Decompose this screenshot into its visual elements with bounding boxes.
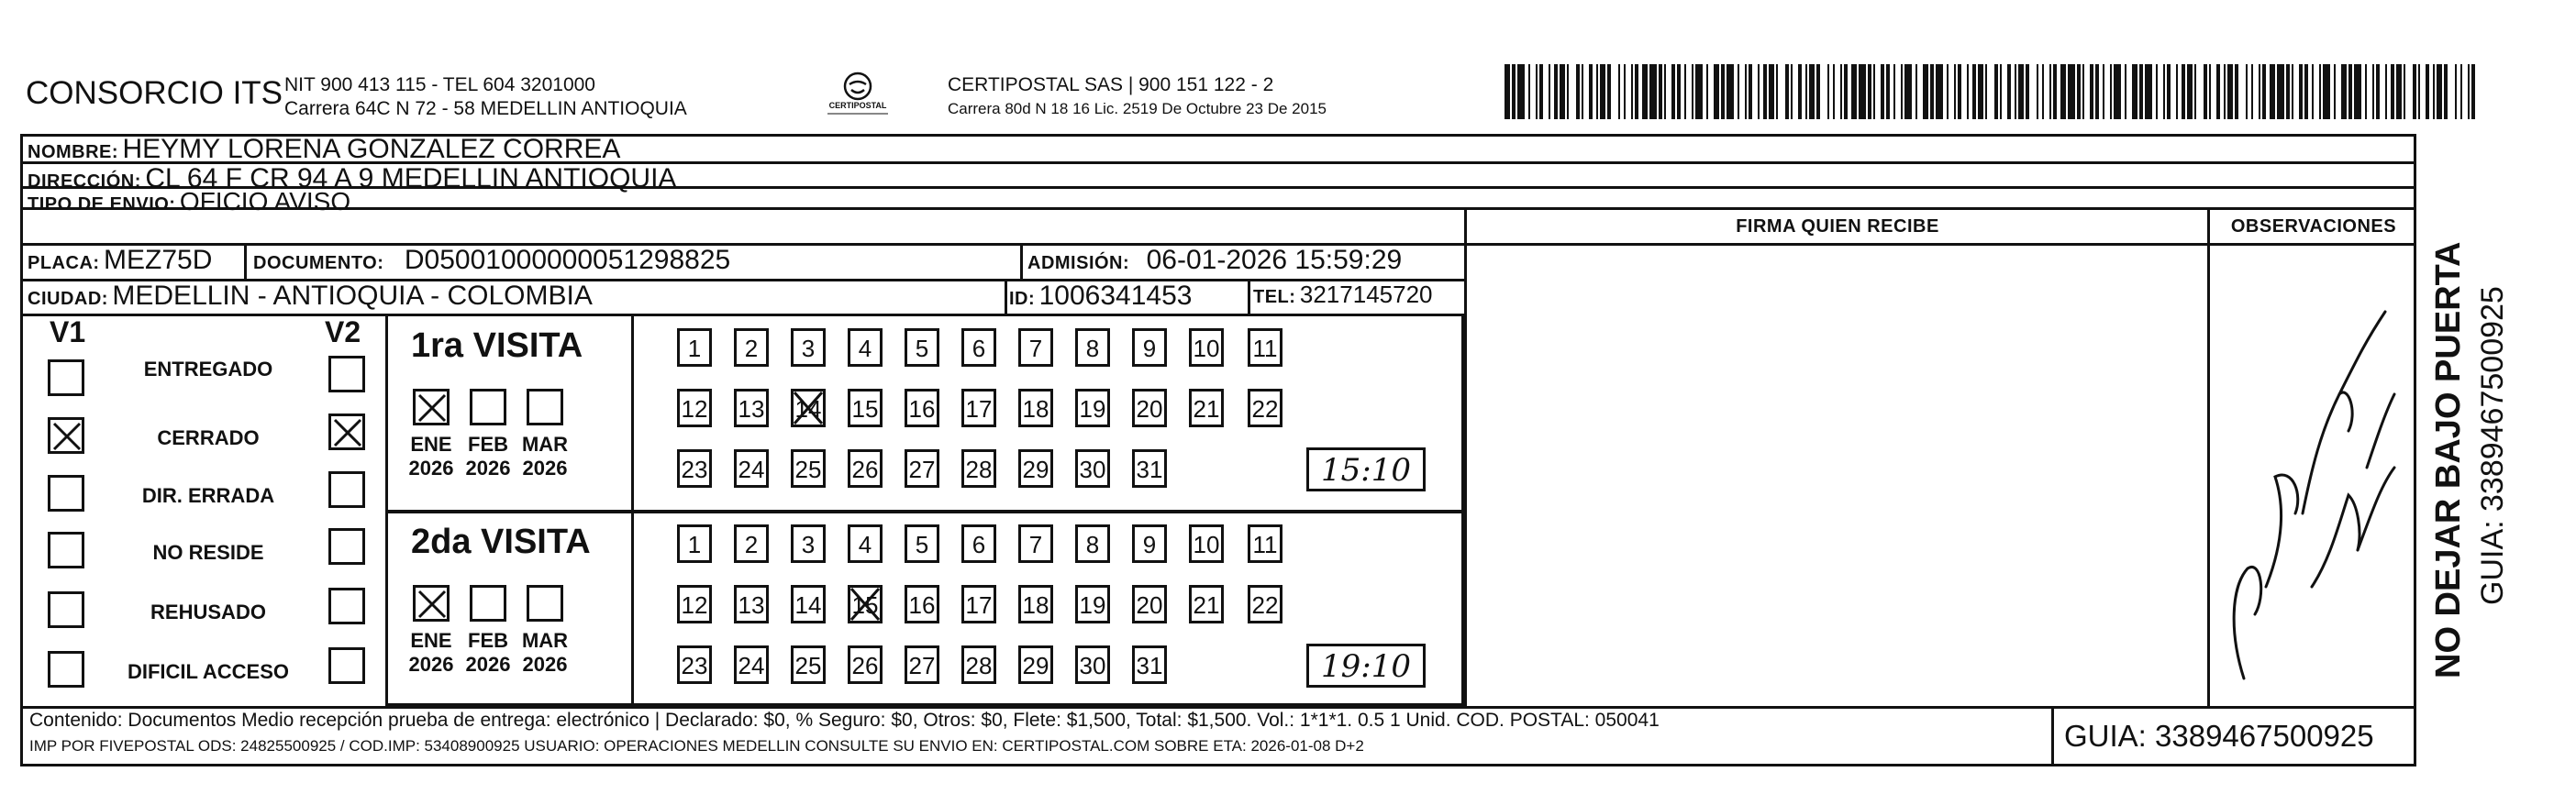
tel-value: 3217145720 — [1299, 281, 1433, 308]
day-box-31[interactable]: 31 — [1132, 645, 1167, 684]
placa-value: MEZ75D — [104, 245, 213, 275]
month-year: 2026 — [408, 653, 454, 676]
day-box-8[interactable]: 8 — [1075, 328, 1110, 367]
visit-time-box[interactable]: 15:10 — [1306, 447, 1426, 491]
tipo-row — [28, 187, 350, 216]
month-year: 2026 — [465, 457, 511, 480]
nombre-value: HEYMY LORENA GONZALEZ CORREA — [122, 134, 621, 164]
v2-checkbox-5[interactable] — [328, 647, 365, 684]
month-year: 2026 — [522, 457, 568, 480]
barcode-bar — [2196, 64, 2204, 119]
day-box-20[interactable]: 20 — [1132, 585, 1167, 623]
month-label — [461, 433, 516, 480]
ciudad-value: MEDELLIN - ANTIOQUIA - COLOMBIA — [112, 281, 593, 311]
day-box-23[interactable]: 23 — [677, 645, 712, 684]
day-box-19[interactable]: 19 — [1075, 389, 1110, 427]
day-box-18[interactable]: 18 — [1018, 585, 1053, 623]
month-label — [517, 629, 572, 677]
month-checkbox-mar[interactable] — [527, 389, 563, 425]
month-year: 2026 — [408, 457, 454, 480]
day-box-28[interactable]: 28 — [961, 449, 996, 488]
day-box-29[interactable]: 29 — [1018, 449, 1053, 488]
id-field — [1009, 281, 1192, 312]
barcode-bar — [2145, 64, 2152, 119]
day-box-26[interactable]: 26 — [848, 449, 883, 488]
day-box-2[interactable]: 2 — [734, 328, 769, 367]
direccion-value: CL 64 F CR 94 A 9 MEDELLIN ANTIOQUIA — [145, 163, 677, 193]
day-box-12[interactable]: 12 — [677, 585, 712, 623]
company-nit: NIT 900 413 115 - TEL 604 3201000 — [284, 74, 595, 95]
day-box-29[interactable]: 29 — [1018, 645, 1053, 684]
barcode-bar — [1778, 64, 1785, 119]
day-box-9[interactable]: 9 — [1132, 328, 1167, 367]
day-box-16[interactable]: 16 — [905, 585, 939, 623]
day-box-22[interactable]: 22 — [1248, 389, 1282, 427]
status-option-label: CERRADO — [157, 426, 260, 449]
nombre-label: NOMBRE: — [28, 142, 119, 162]
check-x-icon — [331, 437, 364, 453]
day-box-8[interactable]: 8 — [1075, 524, 1110, 563]
id-label: ID: — [1009, 289, 1036, 309]
barcode-bar — [2277, 64, 2284, 119]
day-box-6[interactable]: 6 — [961, 524, 996, 563]
day-box-7[interactable]: 7 — [1018, 328, 1053, 367]
v1-checkbox-4[interactable] — [48, 591, 84, 628]
v1-checkbox-1[interactable] — [48, 417, 84, 454]
day-box-17[interactable]: 17 — [961, 389, 996, 427]
v1-checkbox-3[interactable] — [48, 532, 84, 568]
day-box-24[interactable]: 24 — [734, 645, 769, 684]
day-box-26[interactable]: 26 — [848, 645, 883, 684]
day-box-25[interactable]: 25 — [791, 449, 826, 488]
day-box-14[interactable]: 14 — [791, 389, 826, 427]
barcode-bar — [2068, 64, 2075, 119]
day-cross-icon — [791, 389, 826, 436]
month-name: FEB — [468, 629, 508, 652]
month-checkbox-ene[interactable] — [413, 585, 450, 622]
month-checkbox-feb[interactable] — [470, 585, 506, 622]
day-box-4[interactable]: 4 — [848, 524, 883, 563]
barcode-bar — [2323, 64, 2330, 119]
day-box-6[interactable]: 6 — [961, 328, 996, 367]
month-label — [461, 629, 516, 677]
day-box-27[interactable]: 27 — [905, 449, 939, 488]
carrier-line: CERTIPOSTAL SAS | 900 151 122 - 2 — [948, 74, 1274, 95]
company-address: Carrera 64C N 72 - 58 MEDELLIN ANTIOQUIA — [284, 98, 687, 119]
month-checkbox-ene[interactable] — [413, 389, 450, 425]
status-option-label: REHUSADO — [150, 601, 266, 623]
placa-label: PLACA: — [28, 253, 100, 273]
tipo-label: TIPO DE ENVIO: — [28, 194, 176, 215]
month-label — [404, 629, 459, 677]
day-box-24[interactable]: 24 — [734, 449, 769, 488]
observation-handwriting — [2211, 284, 2413, 697]
direccion-label: DIRECCIÓN: — [28, 171, 141, 192]
check-x-icon — [50, 441, 83, 457]
ciudad-label: CIUDAD: — [28, 289, 108, 309]
day-box-20[interactable]: 20 — [1132, 389, 1167, 427]
month-checkbox-feb[interactable] — [470, 389, 506, 425]
month-year: 2026 — [522, 653, 568, 676]
day-box-18[interactable]: 18 — [1018, 389, 1053, 427]
check-x-icon — [416, 609, 449, 624]
barcode-bar — [1649, 64, 1657, 119]
day-box-31[interactable]: 31 — [1132, 449, 1167, 488]
barcode-bar — [2354, 64, 2361, 119]
day-cross-icon — [848, 585, 883, 633]
barcode-bar — [1936, 64, 1943, 119]
barcode-bar — [1987, 64, 1994, 119]
status-option-label: ENTREGADO — [143, 358, 273, 380]
day-box-3[interactable]: 3 — [791, 328, 826, 367]
side-guia: GUIA: 3389467500925 — [2475, 286, 2510, 605]
month-name: FEB — [468, 433, 508, 456]
day-box-27[interactable]: 27 — [905, 645, 939, 684]
day-box-30[interactable]: 30 — [1075, 449, 1110, 488]
barcode-bar — [1820, 64, 1827, 119]
documento-field — [253, 245, 730, 276]
v1-checkbox-5[interactable] — [48, 651, 84, 688]
month-label — [517, 433, 572, 480]
certipostal-logo — [807, 66, 908, 121]
month-name: MAR — [521, 433, 569, 456]
barcode-bar — [1611, 64, 1618, 119]
observaciones-header: OBSERVACIONES — [2230, 216, 2397, 237]
day-box-25[interactable]: 25 — [791, 645, 826, 684]
tel-field — [1253, 281, 1433, 309]
status-option-label: DIR. ERRADA — [141, 484, 275, 507]
day-box-11[interactable]: 11 — [1248, 524, 1282, 563]
tipo-value: OFICIO AVISO — [179, 187, 351, 215]
day-box-4[interactable]: 4 — [848, 328, 883, 367]
barcode-bar — [1569, 64, 1576, 119]
month-checkbox-mar[interactable] — [527, 585, 563, 622]
ciudad-field — [28, 281, 593, 312]
day-box-23[interactable]: 23 — [677, 449, 712, 488]
barcode-bar — [2448, 64, 2455, 119]
footer-imp-line: IMP POR FIVEPOSTAL ODS: 24825500925 / COD.IMP: 53408900925 USUARIO: OPERACIONES MEDELLIN CONSULTE SU ENVIO EN: CERTIPOSTAL.COM SOBRE ETA: 2026-01-08 D+2 — [29, 737, 1364, 755]
barcode-bar — [2114, 64, 2121, 119]
v2-checkbox-1[interactable] — [328, 414, 365, 450]
day-box-7[interactable]: 7 — [1018, 524, 1053, 563]
documento-value: D05001000000051298825 — [404, 245, 731, 275]
day-box-13[interactable]: 13 — [734, 585, 769, 623]
day-box-2[interactable]: 2 — [734, 524, 769, 563]
day-box-1[interactable]: 1 — [677, 524, 712, 563]
visit-title: 1ra VISITA — [411, 326, 583, 365]
carrier-address: Carrera 80d N 18 16 Lic. 2519 De Octubre 23 De 2015 — [948, 100, 1327, 117]
barcode-bar — [1695, 64, 1703, 119]
barcode-bar — [1904, 64, 1912, 119]
month-year: 2026 — [465, 653, 511, 676]
month-label — [404, 433, 459, 480]
v2-checkbox-3[interactable] — [328, 528, 365, 565]
v2-header: V2 — [325, 315, 361, 348]
side-no-dejar: NO DEJAR BAJO PUERTA — [2429, 241, 2468, 678]
company-name: CONSORCIO ITS — [26, 75, 283, 111]
v1-checkbox-0[interactable] — [48, 359, 84, 396]
v1-header: V1 — [50, 315, 86, 348]
barcode-bar — [2029, 64, 2037, 119]
logo-text: CERTIPOSTAL — [828, 101, 887, 110]
day-box-15[interactable]: 15 — [848, 585, 883, 623]
status-option-label: NO RESIDE — [152, 541, 264, 564]
footer-content-line: Contenido: Documentos Medio recepción prueba de entrega: electrónico | Declarado: $0, % Seguro: $0, Otros: $0, Flete: $1,500, Total: $1,500. Vol.: 1*1*1. 0.5 1 Unid. COD. POSTAL: 050041 — [29, 710, 1660, 731]
day-box-28[interactable]: 28 — [961, 645, 996, 684]
firma-header: FIRMA QUIEN RECIBE — [1736, 216, 1939, 237]
tel-label: TEL: — [1253, 287, 1296, 307]
day-box-9[interactable]: 9 — [1132, 524, 1167, 563]
barcode-bar — [1727, 64, 1734, 119]
day-box-13[interactable]: 13 — [734, 389, 769, 427]
check-x-icon — [416, 413, 449, 428]
v2-checkbox-4[interactable] — [328, 588, 365, 624]
barcode — [1505, 64, 2486, 119]
status-option-label: DIFICIL ACCESO — [127, 660, 289, 683]
admision-label: ADMISIÓN: — [1027, 253, 1130, 273]
day-box-21[interactable]: 21 — [1189, 389, 1224, 427]
day-box-5[interactable]: 5 — [905, 524, 939, 563]
v1-checkbox-2[interactable] — [48, 475, 84, 512]
footer-guia: GUIA: 3389467500925 — [2064, 719, 2374, 753]
visit-title: 2da VISITA — [411, 523, 591, 561]
v2-checkbox-0[interactable] — [328, 356, 365, 392]
day-box-17[interactable]: 17 — [961, 585, 996, 623]
id-value: 1006341453 — [1038, 281, 1193, 311]
documento-label: DOCUMENTO: — [253, 253, 384, 273]
placa-field — [28, 245, 212, 276]
day-box-1[interactable]: 1 — [677, 328, 712, 367]
visit-time-box[interactable]: 19:10 — [1306, 644, 1426, 688]
day-box-3[interactable]: 3 — [791, 524, 826, 563]
day-box-12[interactable]: 12 — [677, 389, 712, 427]
day-box-19[interactable]: 19 — [1075, 585, 1110, 623]
month-name: MAR — [521, 629, 569, 652]
nombre-row — [28, 134, 620, 165]
day-box-21[interactable]: 21 — [1189, 585, 1224, 623]
barcode-bar — [2405, 64, 2413, 119]
day-box-22[interactable]: 22 — [1248, 585, 1282, 623]
day-box-15[interactable]: 15 — [848, 389, 883, 427]
v2-checkbox-2[interactable] — [328, 471, 365, 508]
barcode-bar — [1859, 64, 1866, 119]
day-box-11[interactable]: 11 — [1248, 328, 1282, 367]
day-box-10[interactable]: 10 — [1189, 524, 1224, 563]
barcode-bar — [1517, 64, 1525, 119]
admision-field — [1027, 245, 1402, 276]
barcode-bar — [2238, 64, 2246, 119]
admision-value: 06-01-2026 15:59:29 — [1146, 245, 1403, 275]
month-name: ENE — [410, 629, 452, 652]
day-box-10[interactable]: 10 — [1189, 328, 1224, 367]
day-box-14[interactable]: 14 — [791, 585, 826, 623]
day-box-30[interactable]: 30 — [1075, 645, 1110, 684]
day-box-16[interactable]: 16 — [905, 389, 939, 427]
barcode-bar — [2475, 64, 2479, 119]
month-name: ENE — [410, 433, 452, 456]
day-box-5[interactable]: 5 — [905, 328, 939, 367]
